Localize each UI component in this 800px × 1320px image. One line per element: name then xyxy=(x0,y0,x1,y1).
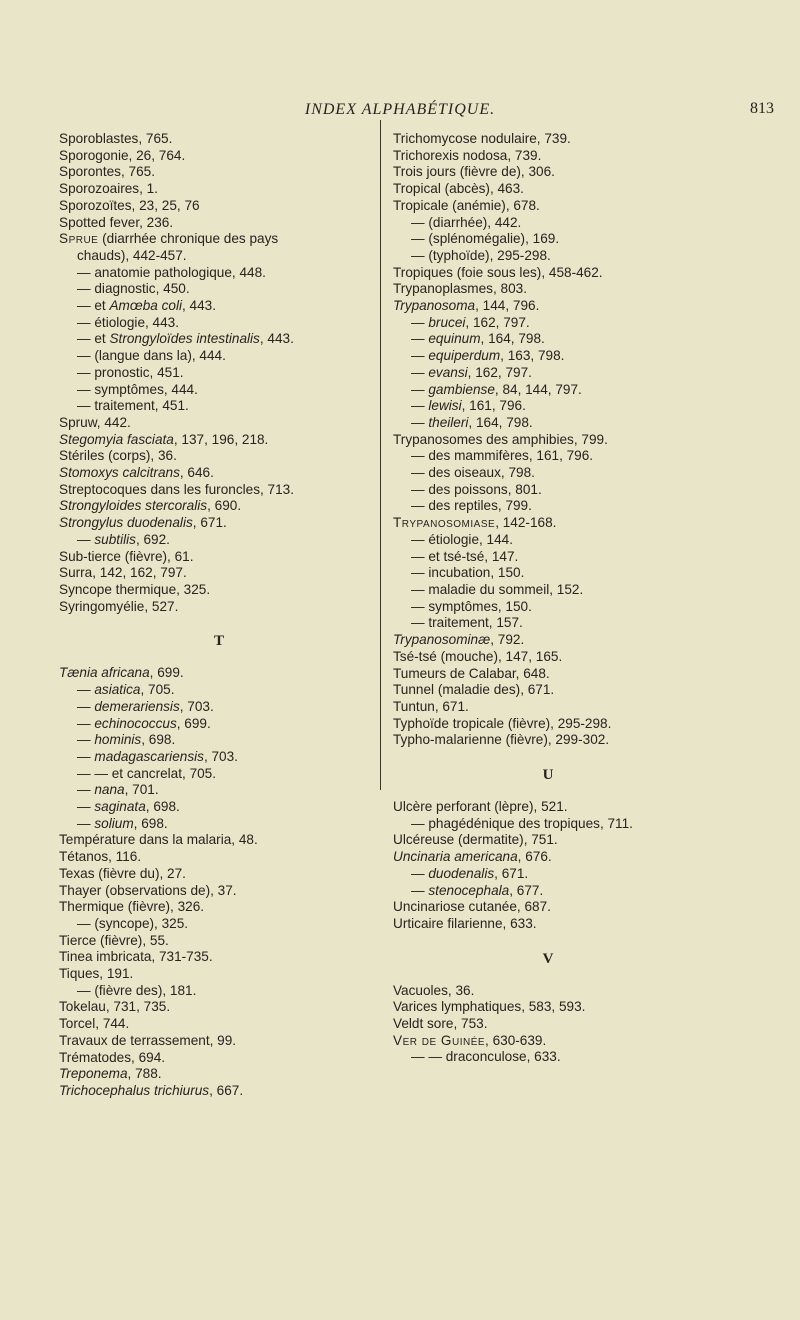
index-entry: — diagnostic, 450. xyxy=(77,281,190,297)
index-entry: — — et cancrelat, 705. xyxy=(77,765,217,781)
index-entry: — phagédénique des tropiques, 711. xyxy=(411,815,633,831)
index-entry: — saginata, 698. xyxy=(77,799,180,815)
index-entry: — equiperdum, 163, 798. xyxy=(411,348,565,364)
index-entry: — nana, 701. xyxy=(77,782,159,798)
index-entry: Spotted fever, 236. xyxy=(59,214,174,230)
index-entry: Tropicale (anémie), 678. xyxy=(393,197,540,213)
column-divider xyxy=(380,120,381,790)
index-entry: — asiatica, 705. xyxy=(77,682,175,698)
index-entry: — solium, 698. xyxy=(77,815,168,831)
index-entry: Tropical (abcès), 463. xyxy=(393,181,524,197)
index-entry: Tsé-tsé (mouche), 147, 165. xyxy=(393,648,563,664)
index-entry: — — draconculose, 633. xyxy=(411,1049,561,1065)
index-entry: — des reptiles, 799. xyxy=(411,498,532,514)
index-entry: — subtilis, 692. xyxy=(77,531,170,547)
index-entry: Typho-malarienne (fièvre), 299-302. xyxy=(393,732,610,748)
section-letter-u: U xyxy=(542,767,554,784)
index-entry: Sporozoïtes, 23, 25, 76 xyxy=(59,197,200,213)
index-entry: — theileri, 164, 798. xyxy=(411,414,533,430)
index-entry: Sub-tierce (fièvre), 61. xyxy=(59,548,194,564)
index-entry: Sporontes, 765. xyxy=(59,164,155,180)
index-entry: Trypanosomiase, 142-168. xyxy=(393,515,557,531)
index-entry: Tierce (fièvre), 55. xyxy=(59,932,169,948)
index-entry: Trypanosomes des amphibies, 799. xyxy=(393,431,608,447)
index-entry: — duodenalis, 671. xyxy=(411,865,529,881)
index-entry-continuation: chauds), 442-457. xyxy=(77,247,187,263)
index-entry: Uncinariose cutanée, 687. xyxy=(393,899,551,915)
index-entry: — et Strongyloïdes intestinalis, 443. xyxy=(77,331,294,347)
index-entry: Sporoblastes, 765. xyxy=(59,131,173,146)
index-entry: — et tsé-tsé, 147. xyxy=(411,548,519,564)
index-entry: — anatomie pathologique, 448. xyxy=(77,264,266,280)
index-entry: — hominis, 698. xyxy=(77,732,176,748)
index-entry: — (typhoïde), 295-298. xyxy=(411,247,551,263)
index-entry: Spruw, 442. xyxy=(59,414,131,430)
index-entry: — symptômes, 444. xyxy=(77,381,198,397)
index-entry: Trématodes, 694. xyxy=(59,1049,166,1065)
index-entry: — étiologie, 144. xyxy=(411,531,514,547)
index-entry: — incubation, 150. xyxy=(411,565,525,581)
index-entry: Trichocephalus trichiurus, 667. xyxy=(59,1082,244,1098)
index-entry-sprue: Sprue (diarrhée chronique des pays xyxy=(59,231,279,247)
index-entry: Trois jours (fièvre de), 306. xyxy=(393,164,555,180)
index-entry: Trypanosoma, 144, 796. xyxy=(393,298,540,314)
index-entry: Stériles (corps), 36. xyxy=(59,448,177,464)
index-entry: — pronostic, 451. xyxy=(77,364,184,380)
index-entry: — (fièvre des), 181. xyxy=(77,982,197,998)
index-entry: — (syncope), 325. xyxy=(77,915,189,931)
index-entry: — traitement, 451. xyxy=(77,398,189,414)
index-entry: Tunnel (maladie des), 671. xyxy=(393,682,555,698)
index-entry: — étiologie, 443. xyxy=(77,314,180,330)
index-entry: Trypanosominæ, 792. xyxy=(393,632,525,648)
index-entry: Trypanoplasmes, 803. xyxy=(393,281,527,297)
index-entry: Tænia africana, 699. xyxy=(59,665,184,681)
index-entry: Tumeurs de Calabar, 648. xyxy=(393,665,550,681)
left-column xyxy=(59,131,379,1100)
index-entry: — et Amœba coli, 443. xyxy=(77,298,217,314)
index-entry: — des mammifères, 161, 796. xyxy=(411,448,594,464)
index-entry: — maladie du sommeil, 152. xyxy=(411,581,584,597)
index-entry: Veldt sore, 753. xyxy=(393,1016,488,1032)
index-entry: — (splénomégalie), 169. xyxy=(411,231,560,247)
index-entry: Trichorexis nodosa, 739. xyxy=(393,147,542,163)
index-entry: Trichomycose nodulaire, 739. xyxy=(393,131,571,146)
index-entry: Syringomyélie, 527. xyxy=(59,598,179,614)
index-entry: Tétanos, 116. xyxy=(59,849,142,865)
index-entry: — evansi, 162, 797. xyxy=(411,364,532,380)
index-entry: — lewisi, 161, 796. xyxy=(411,398,526,414)
running-head: INDEX ALPHABÉTIQUE. xyxy=(304,101,496,118)
index-entry: Varices lymphatiques, 583, 593. xyxy=(393,999,586,1015)
index-entry: Urticaire filarienne, 633. xyxy=(393,915,537,931)
index-entry: Tuntun, 671. xyxy=(393,698,469,714)
index-entry: — brucei, 162, 797. xyxy=(411,314,530,330)
right-column xyxy=(393,131,763,1066)
section-letter-v: V xyxy=(542,950,554,967)
index-entry: — madagascariensis, 703. xyxy=(77,748,238,764)
index-entry: Surra, 142, 162, 797. xyxy=(59,565,187,581)
index-entry: Strongyloides stercoralis, 690. xyxy=(59,498,242,514)
index-entry: Torcel, 744. xyxy=(59,1016,130,1032)
section-letter-t: T xyxy=(213,633,224,650)
index-entry: Tropiques (foie sous les), 458-462. xyxy=(393,264,603,280)
index-entry: — (diarrhée), 442. xyxy=(411,214,522,230)
index-entry: — demerariensis, 703. xyxy=(77,698,214,714)
index-entry: — stenocephala, 677. xyxy=(411,882,544,898)
index-entry: Texas (fièvre du), 27. xyxy=(59,865,186,881)
index-entry: Stomoxys calcitrans, 646. xyxy=(59,465,214,481)
index-entry: — equinum, 164, 798. xyxy=(411,331,545,347)
index-entry: Sporogonie, 26, 764. xyxy=(59,147,186,163)
index-entry: Tinea imbricata, 731-735. xyxy=(59,949,213,965)
index-entry: Tiques, 191. xyxy=(59,966,134,982)
index-entry: — des poissons, 801. xyxy=(411,481,542,497)
index-entry: Ulcéreuse (dermatite), 751. xyxy=(393,832,558,848)
index-entry: Syncope thermique, 325. xyxy=(59,581,211,597)
index-entry: Tokelau, 731, 735. xyxy=(59,999,171,1015)
index-entry: Vacuoles, 36. xyxy=(393,982,475,998)
index-entry: Ver de Guinée, 630-639. xyxy=(393,1032,547,1048)
index-entry: Strongylus duodenalis, 671. xyxy=(59,515,227,531)
index-entry: — traitement, 157. xyxy=(411,615,523,631)
page-number: 813 xyxy=(750,100,774,117)
index-entry: Treponema, 788. xyxy=(59,1066,162,1082)
index-entry: Stegomyia fasciata, 137, 196, 218. xyxy=(59,431,269,447)
index-entry: — echinococcus, 699. xyxy=(77,715,211,731)
index-entry: Uncinaria americana, 676. xyxy=(393,849,552,865)
index-entry: Streptocoques dans les furoncles, 713. xyxy=(59,481,295,497)
index-entry: Sporozoaires, 1. xyxy=(59,181,158,197)
index-entry: — des oiseaux, 798. xyxy=(411,465,535,481)
index-entry: Thayer (observations de), 37. xyxy=(59,882,237,898)
index-entry: Ulcère perforant (lèpre), 521. xyxy=(393,799,568,815)
index-entry: Typhoïde tropicale (fièvre), 295-298. xyxy=(393,715,612,731)
index-entry: — (langue dans la), 444. xyxy=(77,348,226,364)
index-entry: — symptômes, 150. xyxy=(411,598,532,614)
index-entry: Travaux de terrassement, 99. xyxy=(59,1032,237,1048)
index-entry: — gambiense, 84, 144, 797. xyxy=(411,381,582,397)
index-entry: Thermique (fièvre), 326. xyxy=(59,899,205,915)
index-entry: Température dans la malaria, 48. xyxy=(59,832,258,848)
